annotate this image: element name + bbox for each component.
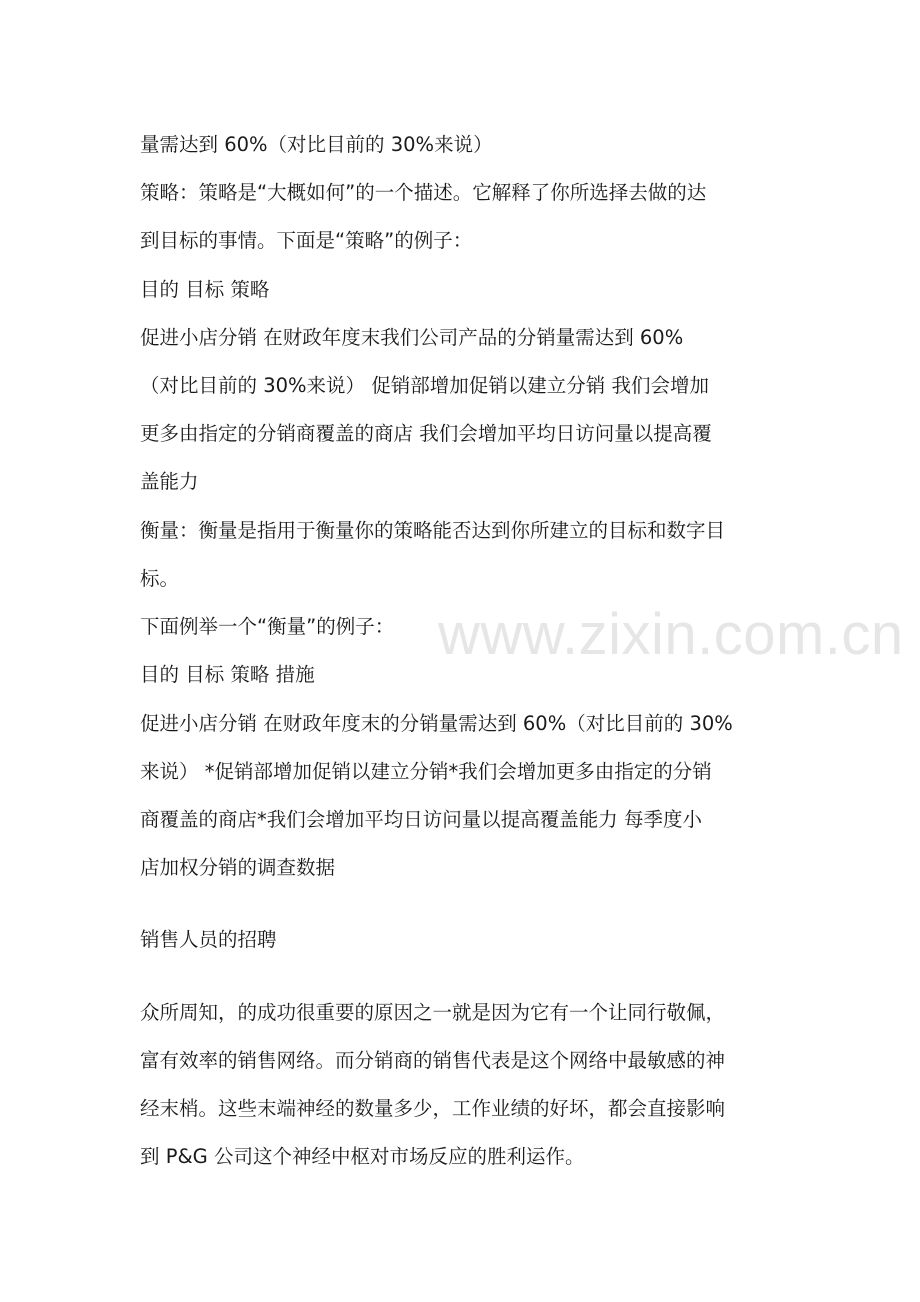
text-line: 商覆盖的商店*我们会增加平均日访问量以提高覆盖能力 每季度小 bbox=[140, 808, 702, 831]
text-line: 众所周知，的成功很重要的原因之一就是因为它有一个让同行敬佩， bbox=[140, 1001, 726, 1024]
text-line: 富有效率的销售网络。而分销商的销售代表是这个网络中最敏感的神 bbox=[140, 1049, 726, 1072]
text-line: 促进小店分销 在财政年度末我们公司产品的分销量需达到 60% bbox=[140, 326, 684, 349]
text-line: 促进小店分销 在财政年度末的分销量需达到 60%（对比目前的 30% bbox=[140, 712, 733, 735]
watermark: www.zixin.com.cn bbox=[438, 602, 904, 667]
text-line: 下面例举一个“衡量”的例子： bbox=[140, 615, 395, 638]
text-line: 到 P&G 公司这个神经中枢对市场反应的胜利运作。 bbox=[140, 1145, 585, 1168]
text-line: 目的 目标 策略 bbox=[140, 278, 270, 301]
text-line: 到目标的事情。下面是“策略”的例子： bbox=[140, 229, 473, 252]
text-line: 标。 bbox=[140, 567, 180, 590]
text-line: 来说） *促销部增加促销以建立分销*我们会增加更多由指定的分销 bbox=[140, 760, 712, 783]
text-line: 经末梢。这些末端神经的数量多少，工作业绩的好坏，都会直接影响 bbox=[140, 1097, 726, 1120]
text-line: （对比目前的 30%来说） 促销部增加促销以建立分销 我们会增加 bbox=[140, 374, 709, 397]
section-heading: 销售人员的招聘 bbox=[140, 928, 277, 951]
text-line: 店加权分销的调查数据 bbox=[140, 856, 336, 879]
text-line: 目的 目标 策略 措施 bbox=[140, 663, 315, 686]
text-line: 量需达到 60%（对比目前的 30%来说） bbox=[140, 133, 493, 156]
text-line: 盖能力 bbox=[140, 470, 199, 493]
text-line: 策略：策略是“大概如何”的一个描述。它解释了你所选择去做的达 bbox=[140, 181, 707, 204]
text-line: 衡量：衡量是指用于衡量你的策略能否达到你所建立的目标和数字目 bbox=[140, 519, 726, 542]
text-line: 更多由指定的分销商覆盖的商店 我们会增加平均日访问量以提高覆 bbox=[140, 422, 712, 445]
